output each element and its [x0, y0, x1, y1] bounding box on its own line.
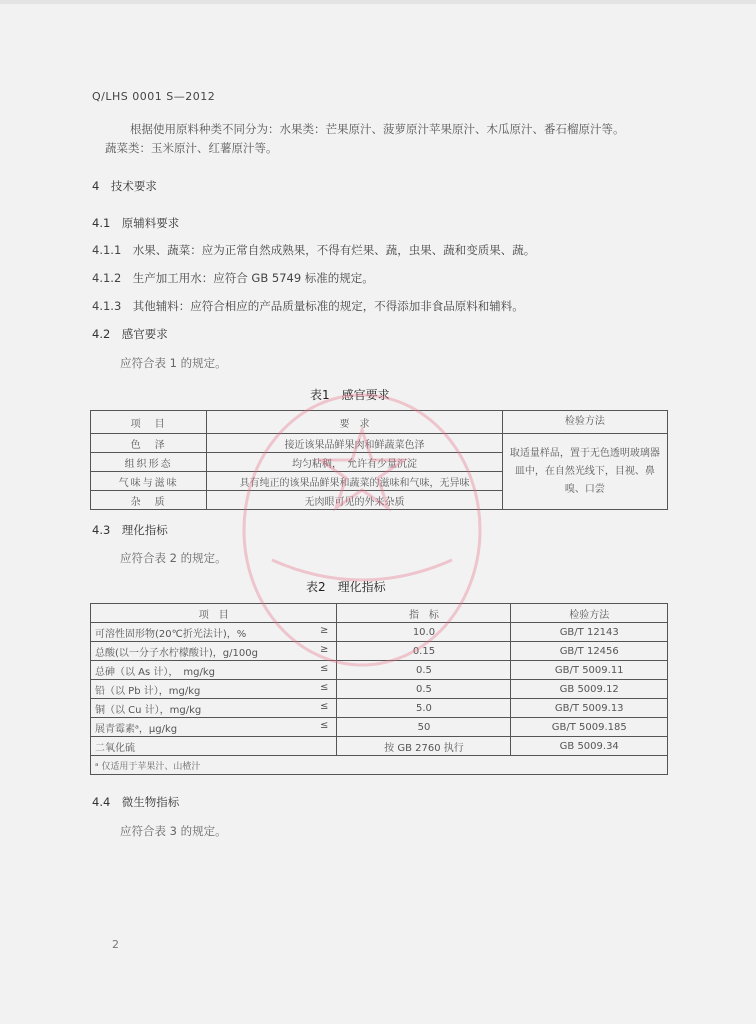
table-cell: GB/T 5009.185	[511, 718, 668, 737]
item-label: 铜（以 Cu 计），mg/kg	[95, 704, 202, 716]
table-footnote: ᵃ 仅适用于苹果汁、山楂汁	[91, 756, 668, 775]
table-cell: 具有纯正的该果品鲜果和蔬菜的滋味和气味，无异味	[207, 472, 503, 491]
section-4-3-heading: 4.3 理化指标	[92, 523, 168, 537]
table-cell: GB/T 5009.13	[511, 699, 668, 718]
section-4-heading: 4 技术要求	[92, 179, 157, 193]
table-cell: 按 GB 2760 执行	[337, 737, 511, 756]
section-4-2-heading: 4.2 感官要求	[92, 327, 168, 341]
table-row	[91, 699, 668, 718]
table-header-cell: 检验方法	[502, 411, 667, 434]
table-header-cell: 指 标	[337, 604, 511, 623]
table-header-cell: 检验方法	[511, 604, 668, 623]
table-cell: 均匀粘稠， 允许有少量沉淀	[207, 453, 503, 472]
section-4-3-text: 应符合表 2 的规定。	[120, 551, 227, 565]
table-row	[91, 623, 668, 642]
comparator: ≤	[320, 701, 329, 712]
table-header-cell: 项 目	[91, 411, 207, 434]
section-4-1-3: 4.1.3 其他辅料：应符合相应的产品质量标准的规定，不得添加非食品原料和辅料。	[92, 299, 524, 313]
table-row	[91, 661, 668, 680]
table-cell: 0.15	[337, 642, 511, 661]
scan-edge	[0, 0, 756, 4]
standard-number: Q/LHS 0001 S—2012	[92, 90, 216, 103]
table-header-row	[91, 411, 668, 434]
table-cell: 0.5	[337, 680, 511, 699]
table-cell: GB/T 5009.11	[511, 661, 668, 680]
table-cell	[91, 718, 337, 737]
item-label: 展青霉素ᵃ，μg/kg	[95, 723, 178, 735]
seal-arc	[272, 560, 452, 580]
table1-caption: 表1 感官要求	[310, 388, 390, 402]
intro-line-1: 根据使用原料种类不同分为：水果类：芒果原汁、菠萝原汁苹果原汁、木瓜原汁、番石榴原汁等。	[130, 122, 625, 136]
table-row	[91, 680, 668, 699]
item-label: 二氧化硫	[95, 742, 135, 754]
table-cell: GB/T 12143	[511, 623, 668, 642]
comparator: ≤	[320, 720, 329, 731]
comparator: ≤	[320, 663, 329, 674]
comparator: ≥	[320, 625, 329, 636]
table-cell: 气味与滋味	[91, 472, 207, 491]
sensory-table	[90, 410, 668, 510]
table-cell: 5.0	[337, 699, 511, 718]
table-row	[91, 642, 668, 661]
table-cell: 无肉眼可见的外来杂质	[207, 491, 503, 510]
table-cell	[91, 661, 337, 680]
comparator: ≤	[320, 682, 329, 693]
item-label: 总砷（以 As 计）， mg/kg	[95, 666, 216, 678]
table-cell: GB/T 12456	[511, 642, 668, 661]
table-cell	[91, 680, 337, 699]
item-label: 可溶性固形物(20℃折光法计)，%	[95, 628, 247, 640]
table-cell: GB 5009.34	[511, 737, 668, 756]
table-cell	[91, 623, 337, 642]
physicochemical-table	[90, 603, 668, 775]
table-cell: 0.5	[337, 661, 511, 680]
page-number: 2	[112, 938, 119, 951]
table-row	[91, 737, 668, 756]
table-note-row	[91, 756, 668, 775]
section-4-1-1: 4.1.1 水果、蔬菜：应为正常自然成熟果，不得有烂果、蔬，虫果、蔬和变质果、蔬。	[92, 243, 536, 257]
table-cell: GB 5009.12	[511, 680, 668, 699]
table-cell: 接近该果品鲜果肉和鲜蔬菜色泽	[207, 434, 503, 453]
table-header-cell: 项 目	[91, 604, 337, 623]
table-cell: 10.0	[337, 623, 511, 642]
table-cell: 杂 质	[91, 491, 207, 510]
section-4-4-text: 应符合表 3 的规定。	[120, 824, 227, 838]
table-cell	[91, 642, 337, 661]
section-4-4-heading: 4.4 微生物指标	[92, 795, 180, 809]
table-cell	[91, 699, 337, 718]
table-header-cell: 要 求	[207, 411, 503, 434]
table-cell	[91, 737, 337, 756]
table-cell: 50	[337, 718, 511, 737]
table2-caption: 表2 理化指标	[306, 580, 386, 594]
table-cell: 组织形态	[91, 453, 207, 472]
section-4-2-text: 应符合表 1 的规定。	[120, 356, 227, 370]
item-label: 铅（以 Pb 计），mg/kg	[95, 685, 201, 697]
table-row	[91, 434, 668, 453]
comparator: ≥	[320, 644, 329, 655]
section-4-1-heading: 4.1 原辅料要求	[92, 216, 180, 230]
table-cell: 色 泽	[91, 434, 207, 453]
section-4-1-2: 4.1.2 生产加工用水：应符合 GB 5749 标准的规定。	[92, 271, 374, 285]
table-header-row	[91, 604, 668, 623]
table-cell-method: 取适量样品，置于无色透明玻璃器皿中，在自然光线下，目视、鼻嗅、口尝	[502, 434, 667, 510]
table-row	[91, 718, 668, 737]
intro-line-2: 蔬菜类：玉米原汁、红薯原汁等。	[105, 141, 278, 155]
item-label: 总酸(以一分子水柠檬酸计)，g/100g	[95, 647, 258, 659]
